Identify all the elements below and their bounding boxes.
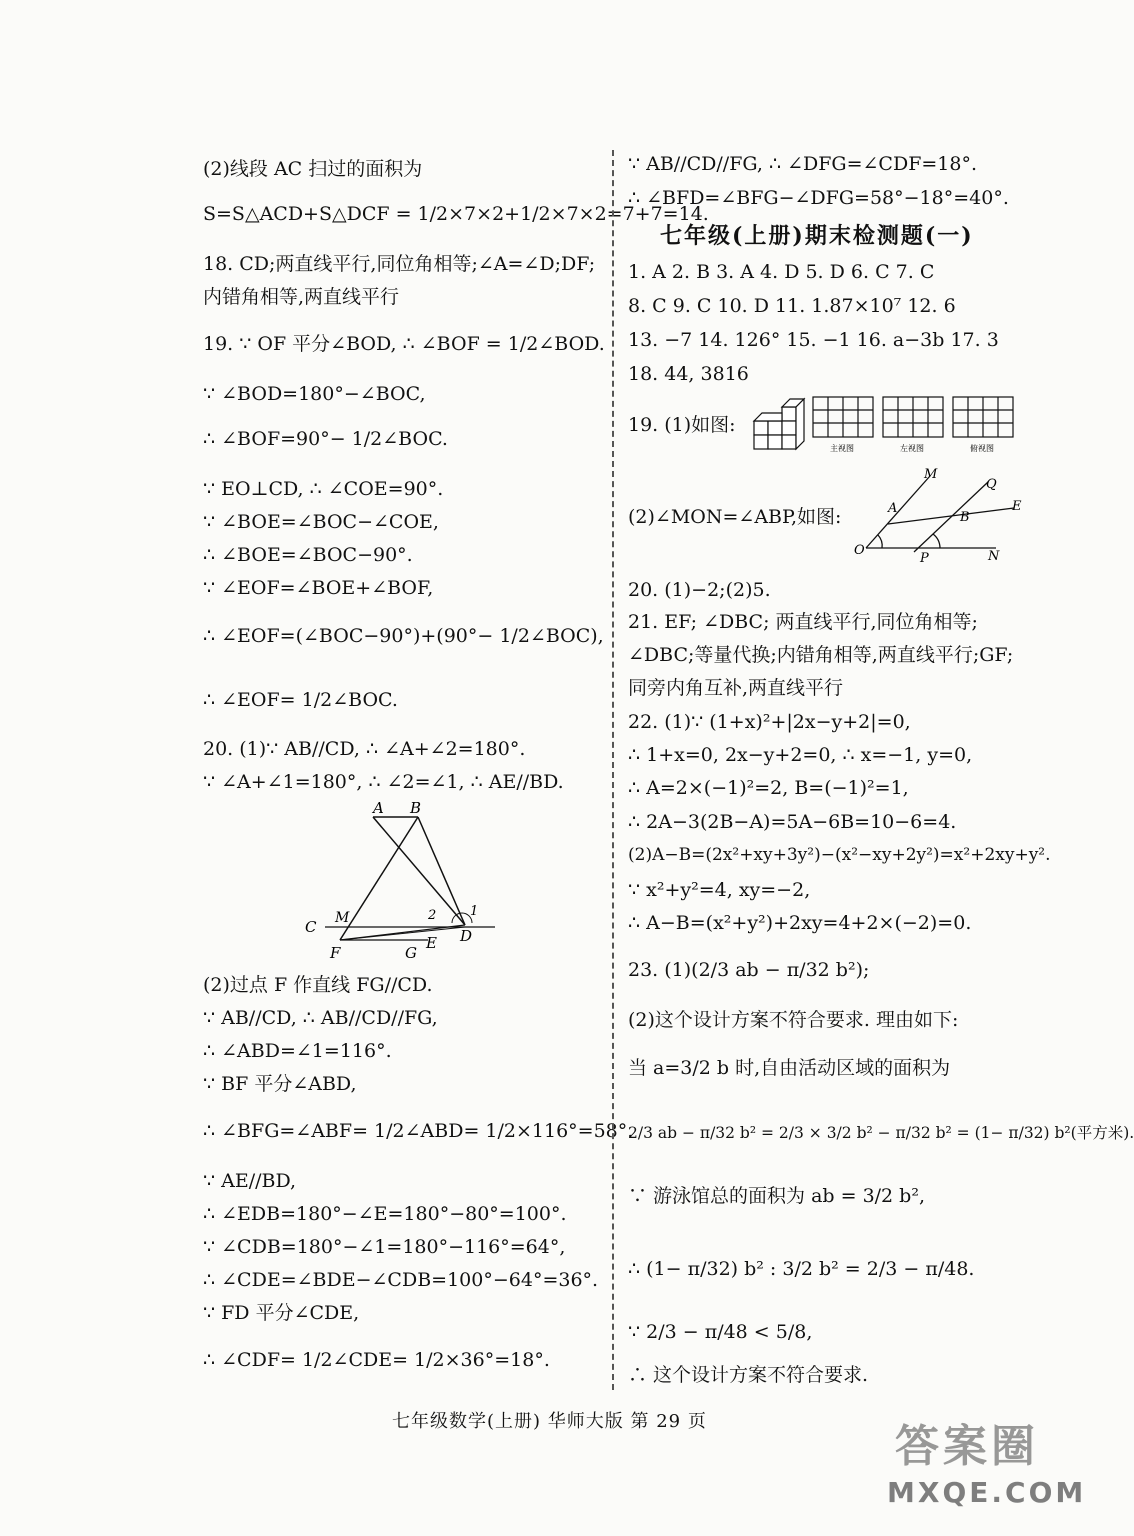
- fig-label-c: C: [305, 918, 317, 936]
- text-line: ∴ ∠BOF=90°− 1/2∠BOC.: [203, 428, 448, 450]
- text-line: ∴ 这个设计方案不符合要求.: [628, 1364, 869, 1386]
- text-line: (2)∠MON=∠ABP,如图:: [628, 506, 842, 528]
- text-line: ∴ A=2×(−1)²=2, B=(−1)²=1,: [628, 777, 909, 799]
- fig-label-a: A: [373, 799, 384, 817]
- watermark-top: 答案圈: [895, 1421, 1039, 1472]
- text-line: 18. CD;两直线平行,同位角相等;∠A=∠D;DF;: [203, 253, 596, 275]
- text-line: ∵ x²+y²=4, xy=−2,: [628, 879, 811, 901]
- fig-label-d: D: [460, 927, 473, 945]
- text-line: ∵ 游泳馆总的面积为 ab = 3/2 b²,: [628, 1185, 926, 1207]
- text-line: 18. 44, 3816: [628, 363, 749, 385]
- text-line: ∴ ∠BFG=∠ABF= 1/2∠ABD= 1/2×116°=58°.: [203, 1120, 634, 1142]
- text-line: ∴ (1− π/32) b² : 3/2 b² = 2/3 − π/48.: [628, 1258, 975, 1280]
- text-line: 20. (1)−2;(2)5.: [628, 579, 771, 601]
- fig2-label-p: P: [920, 551, 929, 566]
- text-line: ∵ FD 平分∠CDE,: [203, 1302, 360, 1324]
- text-line: ∴ 1+x=0, 2x−y+2=0, ∴ x=−1, y=0,: [628, 744, 973, 766]
- text-line: ∵ AE//BD,: [203, 1170, 297, 1192]
- text-line: ∵ AB//CD, ∴ AB//CD//FG,: [203, 1007, 438, 1029]
- text-line: ∴ ∠EDB=180°−∠E=180°−80°=100°.: [203, 1203, 567, 1225]
- text-line: 1. A 2. B 3. A 4. D 5. D 6. C 7. C: [628, 261, 935, 283]
- text-line: 20. (1)∵ AB//CD, ∴ ∠A+∠2=180°.: [203, 738, 526, 760]
- text-line: 19. (1)如图:: [628, 414, 736, 436]
- text-line: ∠DBC;等量代换;内错角相等,两直线平行;GF;: [628, 644, 1014, 666]
- front-view-label: 主视图: [830, 444, 854, 453]
- text-line: ∵ EO⊥CD, ∴ ∠COE=90°.: [203, 478, 444, 500]
- text-line: ∵ BF 平分∠ABD,: [203, 1073, 357, 1095]
- text-line: ∵ 2/3 − π/48 < 5/8,: [628, 1321, 813, 1343]
- top-view-label: 俯视图: [970, 444, 994, 453]
- parallel-lines-figure: [300, 795, 500, 965]
- angle-figure: [848, 462, 1028, 572]
- text-line: 21. EF; ∠DBC; 两直线平行,同位角相等;: [628, 611, 978, 633]
- text-line: ∴ ∠EOF=(∠BOC−90°)+(90°− 1/2∠BOC),: [203, 625, 604, 647]
- text-line: ∴ ∠CDF= 1/2∠CDE= 1/2×36°=18°.: [203, 1349, 550, 1371]
- column-divider: [612, 150, 614, 1390]
- text-line: ∴ ∠ABD=∠1=116°.: [203, 1040, 392, 1062]
- text-line: ∴ ∠CDE=∠BDE−∠CDB=100°−64°=36°.: [203, 1269, 599, 1291]
- fig-label-angle2: 2: [428, 908, 437, 923]
- text-line: ∴ ∠BOE=∠BOC−90°.: [203, 544, 413, 566]
- text-line: ∵ ∠CDB=180°−∠1=180°−116°=64°,: [203, 1236, 566, 1258]
- text-line: 内错角相等,两直线平行: [203, 286, 400, 308]
- cube-views-figure: [738, 393, 1023, 463]
- text-line: 同旁内角互补,两直线平行: [628, 677, 844, 699]
- text-line: 8. C 9. C 10. D 11. 1.87×10⁷ 12. 6: [628, 295, 956, 317]
- fig2-label-n: N: [988, 549, 1000, 564]
- text-line: 22. (1)∵ (1+x)²+|2x−y+2|=0,: [628, 711, 911, 733]
- fig-label-f: F: [330, 944, 341, 962]
- fig2-label-o: O: [854, 543, 865, 558]
- text-line: ∴ 2A−3(2B−A)=5A−6B=10−6=4.: [628, 811, 957, 833]
- text-line: ∴ A−B=(x²+y²)+2xy=4+2×(−2)=0.: [628, 912, 972, 934]
- text-line: (2)过点 F 作直线 FG//CD.: [203, 974, 433, 996]
- fig-label-m: M: [335, 910, 350, 926]
- text-line: ∴ ∠BFD=∠BFG−∠DFG=58°−18°=40°.: [628, 187, 1009, 209]
- text-line: ∵ ∠BOE=∠BOC−∠COE,: [203, 511, 439, 533]
- text-line: ∵ ∠EOF=∠BOE+∠BOF,: [203, 577, 434, 599]
- watermark-bottom: MXQE.COM: [887, 1476, 1087, 1509]
- fig-label-g: G: [405, 944, 417, 962]
- fig-label-e: E: [426, 934, 437, 952]
- text-line: (2)线段 AC 扫过的面积为: [203, 158, 423, 180]
- fig-label-b: B: [410, 799, 422, 817]
- fig-label-angle1: 1: [470, 904, 479, 919]
- section-title: 七年级(上册)期末检测题(一): [660, 223, 974, 249]
- watermark-logo: [887, 1418, 1087, 1528]
- page-footer: 七年级数学(上册) 华师大版 第 29 页: [392, 1411, 707, 1432]
- fig2-label-b: B: [960, 510, 970, 525]
- text-line: 13. −7 14. 126° 15. −1 16. a−3b 17. 3: [628, 329, 999, 351]
- text-line: 23. (1)(2/3 ab − π/32 b²);: [628, 959, 870, 981]
- fig2-label-a: A: [888, 501, 898, 516]
- text-line: (2)A−B=(2x²+xy+3y²)−(x²−xy+2y²)=x²+2xy+y².: [628, 845, 1051, 865]
- text-line: 19. ∵ OF 平分∠BOD, ∴ ∠BOF = 1/2∠BOD.: [203, 333, 605, 355]
- text-line: 2/3 ab − π/32 b² = 2/3 × 3/2 b² − π/32 b² = (1− π/32) b²(平方米).: [628, 1124, 1134, 1142]
- text-line: ∵ ∠BOD=180°−∠BOC,: [203, 383, 426, 405]
- text-line: ∵ ∠A+∠1=180°, ∴ ∠2=∠1, ∴ AE//BD.: [203, 771, 564, 793]
- fig2-label-m: M: [924, 467, 938, 482]
- text-line: (2)这个设计方案不符合要求. 理由如下:: [628, 1009, 959, 1031]
- fig2-label-e: E: [1012, 499, 1022, 514]
- text-line: ∴ ∠EOF= 1/2∠BOC.: [203, 689, 398, 711]
- text-line: 当 a=3/2 b 时,自由活动区域的面积为: [628, 1057, 951, 1079]
- left-view-label: 左视图: [900, 444, 924, 453]
- fig2-label-q: Q: [986, 477, 997, 492]
- text-line: S=S△ACD+S△DCF = 1/2×7×2+1/2×7×2=7+7=14.: [203, 203, 709, 225]
- text-line: ∵ AB//CD//FG, ∴ ∠DFG=∠CDF=18°.: [628, 153, 978, 175]
